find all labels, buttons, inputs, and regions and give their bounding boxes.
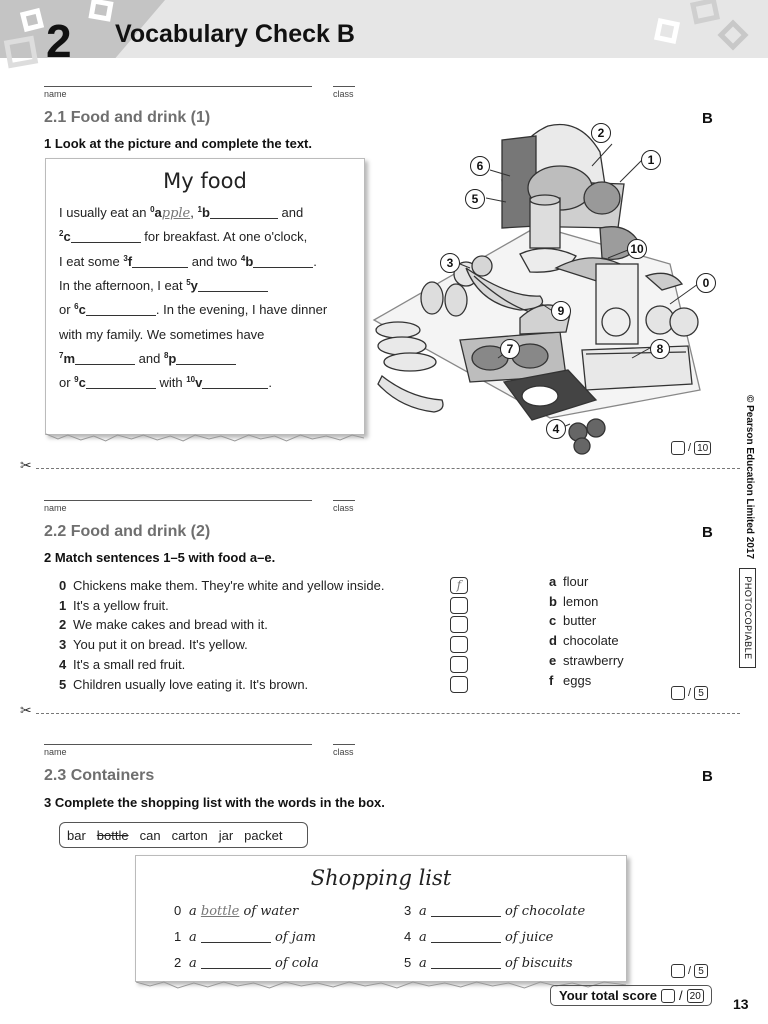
- match-answer-box[interactable]: [450, 636, 468, 653]
- text-line: I usually eat an $^0$apple, $^1$b and: [59, 205, 304, 221]
- class-label: class: [333, 747, 354, 757]
- answer-blank[interactable]: [431, 905, 501, 917]
- word-option: packet: [244, 827, 283, 843]
- class-field[interactable]: [333, 744, 355, 745]
- picture-number-0: 0: [696, 273, 716, 293]
- example-answer: bottle: [200, 904, 240, 919]
- total-score-max: 20: [687, 989, 704, 1003]
- shopping-item: 5 a of biscuits: [404, 955, 573, 971]
- picture-number-3: 3: [440, 253, 460, 273]
- text-line: or $^6$c . In the evening, I have dinner: [59, 302, 328, 317]
- answer-blank[interactable]: [431, 931, 501, 943]
- word-option: can: [139, 827, 161, 843]
- shopping-item: 1 a of jam: [174, 929, 316, 945]
- score-input[interactable]: [671, 686, 685, 700]
- match-sentence: 2 We make cakes and bread with it.: [59, 617, 268, 633]
- scissors-icon: ✂: [20, 457, 32, 473]
- shopping-item: 4 a of juice: [404, 929, 554, 945]
- cut-line: [20, 457, 740, 473]
- decorative-square-icon: [88, 0, 113, 22]
- food-option: b lemon: [549, 593, 599, 609]
- copyright-vertical: © Pearson Education Limited 2017: [744, 394, 755, 560]
- instruction-2: 2 Match sentences 1–5 with food a–e.: [44, 550, 276, 565]
- decorative-square-icon: [654, 18, 680, 44]
- answer-blank-3[interactable]: [132, 256, 188, 268]
- text-line: or $^9$c with $^{10}$v .: [59, 375, 272, 390]
- match-answer-box[interactable]: [450, 616, 468, 633]
- score-section-1: / 10: [671, 441, 711, 455]
- answer-blank-6[interactable]: [86, 304, 156, 316]
- picture-number-7: 7: [500, 339, 520, 359]
- name-label: name: [44, 747, 67, 757]
- text-line: $^2$c for breakfast. At one o'clock,: [59, 229, 308, 244]
- score-section-3: / 5: [671, 964, 708, 978]
- example-answer: pple: [161, 206, 191, 221]
- level-badge: B: [702, 524, 713, 541]
- answer-blank[interactable]: [431, 957, 501, 969]
- answer-blank-2[interactable]: [71, 231, 141, 243]
- class-label: class: [333, 89, 354, 99]
- word-option: bar: [67, 827, 86, 843]
- picture-number-9: 9: [551, 301, 571, 321]
- photocopiable-badge: PHOTOCOPIABLE: [739, 568, 756, 668]
- match-sentence: 3 You put it on bread. It's yellow.: [59, 637, 248, 653]
- match-sentence: 5 Children usually love eating it. It's brown.: [59, 676, 309, 692]
- name-field[interactable]: [44, 86, 312, 87]
- score-input[interactable]: [671, 441, 685, 455]
- class-field[interactable]: [333, 86, 355, 87]
- level-badge: B: [702, 768, 713, 785]
- total-score-input[interactable]: [661, 989, 675, 1003]
- word-box: [59, 822, 308, 848]
- class-field[interactable]: [333, 500, 355, 501]
- match-answer-box[interactable]: f: [450, 577, 468, 594]
- cut-line: [20, 702, 740, 718]
- answer-blank[interactable]: [201, 931, 271, 943]
- name-field[interactable]: [44, 744, 312, 745]
- word-option: bottle: [96, 827, 129, 843]
- answer-blank-9[interactable]: [86, 377, 156, 389]
- answer-blank-10[interactable]: [202, 377, 268, 389]
- picture-number-1: 1: [641, 150, 661, 170]
- food-illustration: [370, 118, 722, 460]
- answer-blank-5[interactable]: [198, 280, 268, 292]
- picture-number-10: 10: [627, 239, 647, 259]
- word-option: carton: [171, 827, 208, 843]
- section-title-2-1: 2.1 Food and drink (1): [44, 109, 211, 126]
- section-title-2-2: 2.2 Food and drink (2): [44, 523, 211, 540]
- match-answer-box[interactable]: [450, 656, 468, 673]
- instruction-3: 3 Complete the shopping list with the words in the box.: [44, 795, 385, 810]
- scissors-icon: ✂: [20, 702, 32, 718]
- decorative-square-icon: [4, 36, 38, 69]
- match-sentence: 0 Chickens make them. They're white and yellow inside.: [59, 578, 385, 593]
- name-label: name: [44, 89, 67, 99]
- answer-blank[interactable]: [201, 957, 271, 969]
- shopping-list-card: [135, 855, 627, 982]
- text-line: with my family. We sometimes have: [59, 327, 265, 342]
- picture-number-2: 2: [591, 123, 611, 143]
- picture-number-5: 5: [465, 189, 485, 209]
- answer-blank-7[interactable]: [75, 353, 135, 365]
- score-max: 5: [694, 686, 708, 700]
- picture-number-8: 8: [650, 339, 670, 359]
- shopping-item: 3 a of chocolate: [404, 903, 586, 919]
- text-line: In the afternoon, I eat $^5$y: [59, 278, 268, 293]
- shopping-item: 2 a of cola: [174, 955, 319, 971]
- instruction-1: 1 Look at the picture and complete the text.: [44, 136, 312, 151]
- match-answer-box[interactable]: [450, 676, 468, 693]
- food-option: a flour: [549, 574, 589, 589]
- unit-number: 2: [46, 15, 72, 67]
- food-option: e strawberry: [549, 652, 624, 668]
- my-food-title: My food: [163, 169, 247, 193]
- level-badge: B: [702, 110, 713, 127]
- score-max: 10: [694, 441, 711, 455]
- picture-number-4: 4: [546, 419, 566, 439]
- total-score-box: Your total score / 20: [550, 985, 712, 1006]
- answer-blank-8[interactable]: [176, 353, 236, 365]
- my-food-card: [45, 158, 365, 435]
- answer-blank-4[interactable]: [253, 256, 313, 268]
- score-section-2: / 5: [671, 686, 708, 700]
- text-line: $^7$m and $^8$p: [59, 351, 236, 366]
- name-label: name: [44, 503, 67, 513]
- food-option: f eggs: [549, 672, 592, 688]
- torn-edge: [46, 433, 364, 443]
- page-number: 13: [733, 996, 749, 1012]
- answer-blank-1[interactable]: [210, 207, 278, 219]
- page-title: Vocabulary Check B: [115, 20, 355, 48]
- shopping-list-title: Shopping list: [310, 866, 452, 890]
- score-input[interactable]: [671, 964, 685, 978]
- name-field[interactable]: [44, 500, 312, 501]
- word-option: jar: [218, 827, 234, 843]
- food-option: d chocolate: [549, 633, 619, 649]
- match-sentence: 4 It's a small red fruit.: [59, 656, 186, 672]
- picture-number-6: 6: [470, 156, 490, 176]
- food-option: c butter: [549, 613, 597, 629]
- shopping-item: 0 a bottle of water: [174, 903, 299, 919]
- total-score-label: Your total score: [559, 988, 658, 1003]
- class-label: class: [333, 503, 354, 513]
- score-max: 5: [694, 964, 708, 978]
- match-answer-box[interactable]: [450, 597, 468, 614]
- section-title-2-3: 2.3 Containers: [44, 767, 155, 784]
- text-line: I eat some $^3$f and two $^4$b .: [59, 254, 317, 269]
- match-sentence: 1 It's a yellow fruit.: [59, 597, 169, 613]
